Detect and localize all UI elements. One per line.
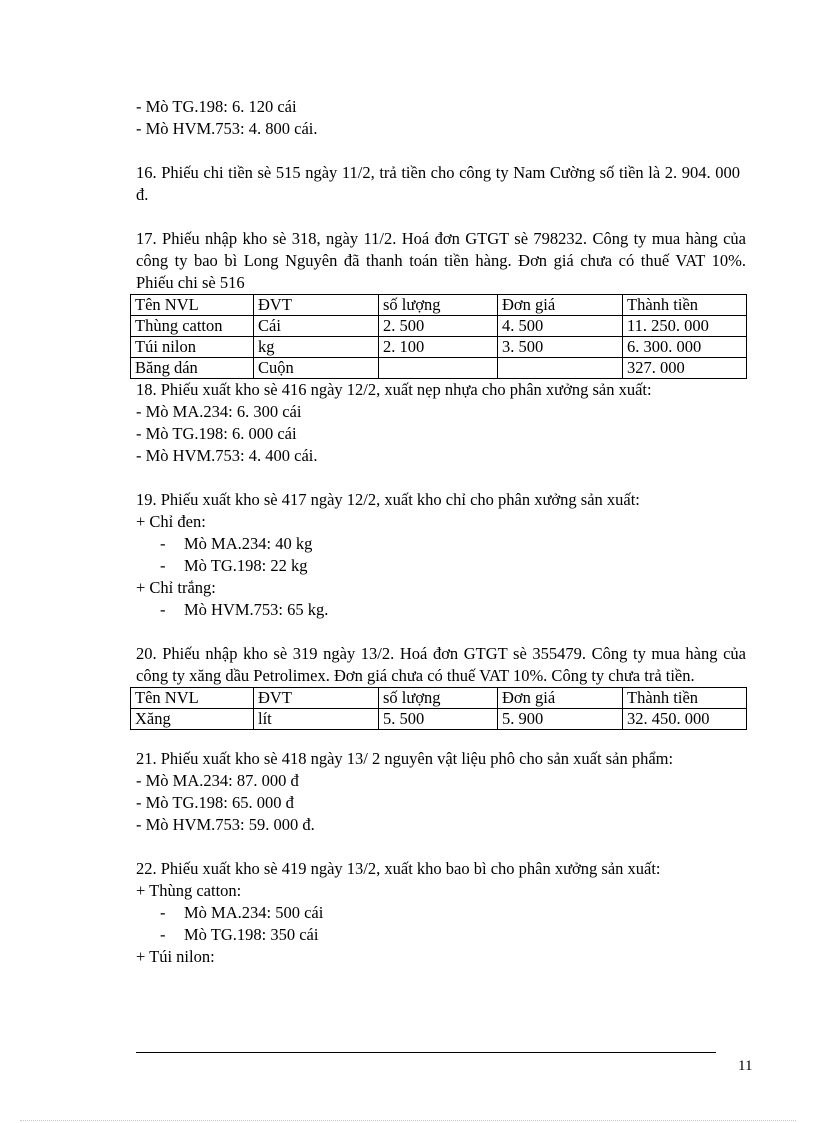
table-cell: 2. 100: [379, 337, 498, 358]
footer-rule: [136, 1052, 716, 1053]
table-header-cell: số lượng: [379, 688, 498, 709]
table-row: [131, 337, 747, 358]
table-cell: 5. 500: [379, 709, 498, 730]
table-cell: 11. 250. 000: [623, 316, 747, 337]
list-item: - Mò TG.198: 6. 120 cái: [136, 97, 297, 116]
list-dash: -: [160, 534, 166, 553]
paragraph-17: 17. Phiếu nhập kho sè 318, ngày 11/2. Hoá đơn GTGT sè 798232. Công ty mua hàng của công ty bao bì Long Nguyên đã thanh toán tiền hàng. Đơn giá chưa có thuế VAT 10%. Phiếu chi sè 516: [136, 229, 746, 292]
paragraph-19-title: 19. Phiếu xuất kho sè 417 ngày 12/2, xuất kho chỉ cho phân xưởng sản xuất:: [136, 490, 640, 509]
table-cell: 4. 500: [498, 316, 623, 337]
paragraph-16: 16. Phiếu chi tiền sè 515 ngày 11/2, trả tiền cho công ty Nam Cường số tiền là 2. 904. 000 đ.: [136, 163, 740, 204]
group-label: + Chỉ đen:: [136, 512, 206, 531]
table-header-row: [131, 295, 747, 316]
list-item-text: Mò MA.234: 40 kg: [184, 534, 313, 553]
list-dash: -: [160, 556, 166, 575]
list-item: - Mò HVM.753: 59. 000 đ.: [136, 815, 315, 834]
table-header-cell: Đơn giá: [498, 688, 623, 709]
table-cell: 5. 900: [498, 709, 623, 730]
paragraph-20: 20. Phiếu nhập kho sè 319 ngày 13/2. Hoá đơn GTGT sè 355479. Công ty mua hàng của công ty xăng dầu Petrolimex. Đơn giá chưa có thuế VAT 10%. Công ty chưa trả tiền.: [136, 644, 746, 685]
list-dash: -: [160, 903, 166, 922]
table-cell: Túi nilon: [131, 337, 254, 358]
table-cell: [379, 358, 498, 379]
table-cell: lít: [254, 709, 379, 730]
list-item: - Mò TG.198: 6. 000 cái: [136, 424, 297, 443]
list-item: - Mò HVM.753: 4. 400 cái.: [136, 446, 318, 465]
table-cell: Xăng: [131, 709, 254, 730]
group-label: + Chỉ trắng:: [136, 578, 216, 597]
table-header-cell: Thành tiền: [623, 295, 747, 316]
table-header-cell: Đơn giá: [498, 295, 623, 316]
table-cell: Băng dán: [131, 358, 254, 379]
list-item: [136, 902, 748, 924]
list-dash: -: [160, 925, 166, 944]
group-label: + Thùng catton:: [136, 881, 242, 900]
list-item: [136, 599, 748, 621]
table-cell: 6. 300. 000: [623, 337, 747, 358]
table-row: [131, 358, 747, 379]
list-item-text: Mò TG.198: 22 kg: [184, 556, 308, 575]
table-cell: Cuộn: [254, 358, 379, 379]
list-dash: -: [160, 600, 166, 619]
list-item: - Mò MA.234: 87. 000 đ: [136, 771, 299, 790]
list-item: [136, 555, 748, 577]
document-body: [136, 96, 748, 968]
table-header-cell: Tên NVL: [131, 688, 254, 709]
list-item: - Mò MA.234: 6. 300 cái: [136, 402, 302, 421]
page-number: 11: [738, 1058, 753, 1074]
list-item: - Mò TG.198: 65. 000 đ: [136, 793, 294, 812]
table-header-cell: Tên NVL: [131, 295, 254, 316]
table-cell: 32. 450. 000: [623, 709, 747, 730]
fuel-table: [130, 687, 747, 730]
list-item: [136, 533, 748, 555]
table-cell: 2. 500: [379, 316, 498, 337]
paragraph-21-title: 21. Phiếu xuất kho sè 418 ngày 13/ 2 nguyên vật liệu phô cho sản xuất sản phẩm:: [136, 749, 674, 768]
list-item-text: Mò TG.198: 350 cái: [184, 925, 319, 944]
table-row: [131, 316, 747, 337]
table-cell: [498, 358, 623, 379]
group-label: + Túi nilon:: [136, 947, 215, 966]
table-header-cell: số lượng: [379, 295, 498, 316]
table-header-row: [131, 688, 747, 709]
list-item: - Mò HVM.753: 4. 800 cái.: [136, 119, 318, 138]
paragraph-18-title: 18. Phiếu xuất kho sè 416 ngày 12/2, xuất nẹp nhựa cho phân xưởng sản xuất:: [136, 380, 652, 399]
table-cell: 327. 000: [623, 358, 747, 379]
table-header-cell: ĐVT: [254, 688, 379, 709]
list-item: [136, 924, 748, 946]
table-header-cell: Thành tiền: [623, 688, 747, 709]
materials-table: [130, 294, 747, 379]
table-cell: Thùng catton: [131, 316, 254, 337]
table-cell: 3. 500: [498, 337, 623, 358]
paragraph-22-title: 22. Phiếu xuất kho sè 419 ngày 13/2, xuất kho bao bì cho phân xưởng sản xuất:: [136, 859, 661, 878]
list-item-text: Mò MA.234: 500 cái: [184, 903, 324, 922]
table-cell: kg: [254, 337, 379, 358]
table-row: [131, 709, 747, 730]
table-cell: Cái: [254, 316, 379, 337]
list-item-text: Mò HVM.753: 65 kg.: [184, 600, 329, 619]
table-header-cell: ĐVT: [254, 295, 379, 316]
page-break-divider: [20, 1120, 796, 1121]
